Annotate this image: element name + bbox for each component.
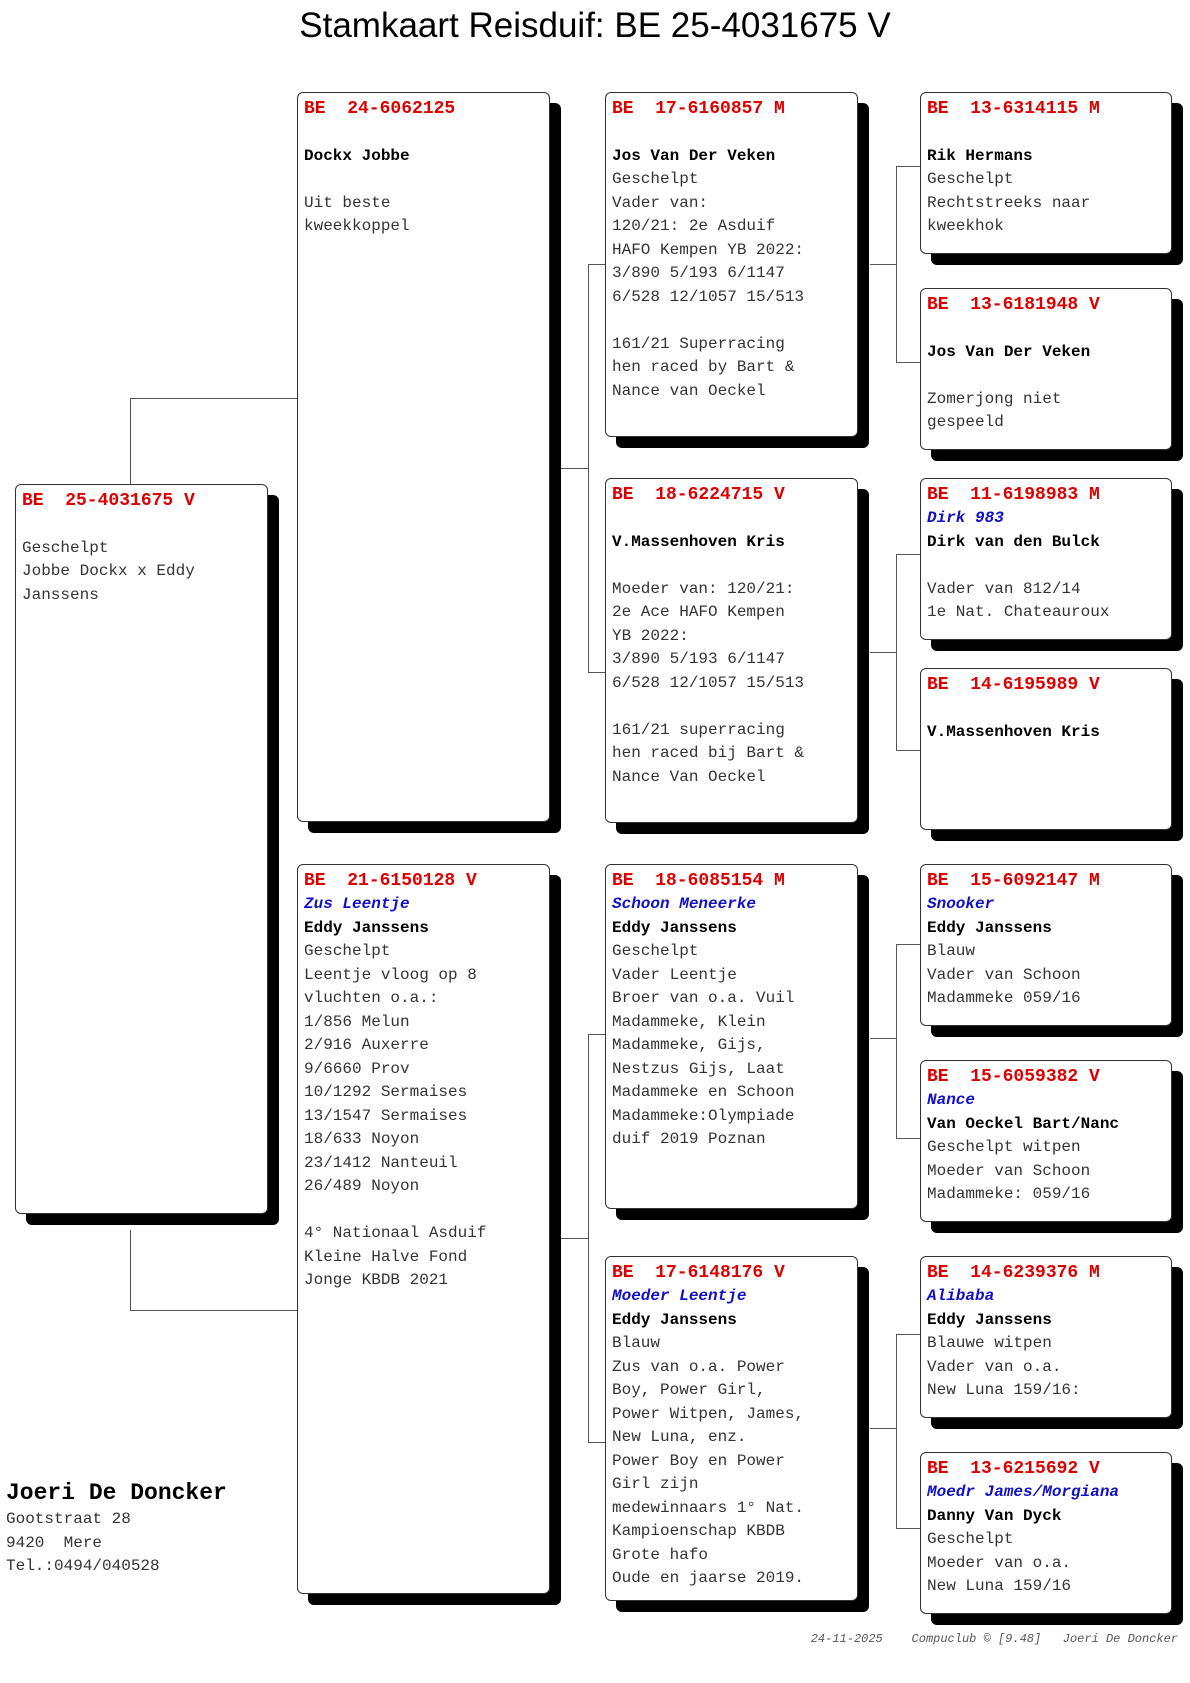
connector-line (896, 750, 920, 751)
ring-number: BE 17-6148176 V (612, 1263, 785, 1283)
pigeon-card-mmf (920, 1256, 1172, 1418)
connector-line (896, 1334, 897, 1528)
pigeon-card-mfm (920, 1060, 1172, 1222)
ring-number: BE 15-6092147 M (927, 871, 1100, 891)
owner-name: Eddy Janssens (612, 918, 737, 937)
ring-number: BE 25-4031675 V (22, 491, 195, 511)
pigeon-info: Geschelpt Moeder van o.a. New Luna 159/16 (927, 1530, 1072, 1595)
breeder-info (6, 1478, 227, 1579)
ring-number: BE 14-6195989 V (927, 675, 1100, 695)
owner-name: Eddy Janssens (927, 918, 1052, 937)
owner-name: Eddy Janssens (612, 1310, 737, 1329)
pigeon-info: Geschelpt Leentje vloog op 8 vluchten o.a.: 1/856 Melun 2/916 Auxerre 9/6660 Prov 10/1292 Sermaises 13/1547 Sermaises 18/633 Noyon 23/1412 Nanteuil 26/489 Noyon 4° Nationaal Asduif Kleine Halve Fond Jonge KBDB 2021 (304, 942, 487, 1289)
pigeon-card-ff (605, 92, 858, 437)
pigeon-nickname: Schoon Meneerke (612, 895, 757, 913)
pigeon-info: Blauw Vader van Schoon Madammeke 059/16 (927, 942, 1081, 1007)
connector-line (870, 1428, 896, 1429)
pigeon-card-father (297, 92, 550, 822)
connector-line (896, 166, 920, 167)
connector-line (896, 944, 920, 945)
ring-number: BE 13-6215692 V (927, 1459, 1100, 1479)
connector-line (870, 264, 896, 265)
connector-line (588, 1034, 589, 1442)
breeder-street: Gootstraat 28 (6, 1510, 131, 1528)
owner-name: Eddy Janssens (304, 918, 429, 937)
connector-line (896, 1334, 920, 1335)
connector-line (560, 1238, 588, 1239)
connector-line (896, 1138, 920, 1139)
connector-line (896, 362, 920, 363)
connector-line (588, 672, 605, 673)
pigeon-card-mother (297, 864, 550, 1594)
owner-name: Jos Van Der Veken (612, 146, 776, 165)
breeder-city: 9420 Mere (6, 1533, 103, 1552)
owner-name: Eddy Janssens (927, 1310, 1052, 1329)
ring-number: BE 24-6062125 (304, 99, 456, 119)
pigeon-card-ffm (920, 288, 1172, 450)
pigeon-card-fmf (920, 478, 1172, 640)
connector-line (130, 398, 131, 488)
pigeon-info: Uit beste kweekkoppel (304, 193, 410, 235)
connector-line (588, 264, 589, 672)
owner-name: Jos Van Der Veken (927, 342, 1091, 361)
breeder-name: Joeri De Doncker (6, 1480, 227, 1506)
footer-text: 24-11-2025 Compuclub © [9.48] Joeri De Doncker (810, 1632, 1178, 1646)
owner-name: Dockx Jobbe (304, 146, 410, 165)
pigeon-info: Geschelpt Rechtstreeks naar kweekhok (927, 170, 1091, 235)
pigeon-info: Moeder van: 120/21: 2e Ace HAFO Kempen YB 2022: 3/890 5/193 6/1147 6/528 12/1057 15/513 161/21 superracing hen raced bij Bart & Nance Van Oeckel (612, 579, 805, 786)
page-title: Stamkaart Reisduif: BE 25-4031675 V (299, 6, 891, 45)
connector-line (896, 1528, 920, 1529)
pigeon-card-subject (15, 484, 268, 1214)
owner-name: Dirk van den Bulck (927, 532, 1100, 551)
connector-line (588, 1034, 605, 1035)
connector-line (896, 554, 897, 750)
ring-number: BE 11-6198983 M (927, 485, 1100, 505)
pigeon-card-mm (605, 1256, 858, 1601)
connector-line (896, 166, 897, 362)
pigeon-card-fff (920, 92, 1172, 254)
pigeon-nickname: Moeder Leentje (612, 1287, 747, 1305)
connector-line (130, 1310, 297, 1311)
ring-number: BE 17-6160857 M (612, 99, 785, 119)
pigeon-nickname: Snooker (927, 895, 995, 913)
owner-name: V.Massenhoven Kris (927, 722, 1100, 741)
pigeon-card-mff (920, 864, 1172, 1026)
ring-number: BE 14-6239376 M (927, 1263, 1100, 1283)
connector-line (870, 1038, 896, 1039)
owner-name: V.Massenhoven Kris (612, 532, 785, 551)
connector-line (896, 944, 897, 1138)
ring-number: BE 13-6314115 M (927, 99, 1100, 119)
breeder-phone: Tel.:0494/040528 (6, 1557, 160, 1575)
connector-line (130, 398, 297, 399)
pigeon-info: Vader van 812/14 1e Nat. Chateauroux (927, 579, 1110, 621)
ring-number: BE 18-6224715 V (612, 485, 785, 505)
ring-number: BE 13-6181948 V (927, 295, 1100, 315)
pigeon-card-mf (605, 864, 858, 1209)
owner-name: Danny Van Dyck (927, 1506, 1062, 1525)
connector-line (870, 652, 896, 653)
ring-number: BE 18-6085154 M (612, 871, 785, 891)
pigeon-nickname: Zus Leentje (304, 895, 410, 913)
pigeon-info: Geschelpt Vader van: 120/21: 2e Asduif HAFO Kempen YB 2022: 3/890 5/193 6/1147 6/528 12/1057 15/513 161/21 Superracing hen raced by Bart & Nance van Oeckel (612, 170, 805, 400)
pigeon-nickname: Moedr James/Morgiana (927, 1483, 1120, 1501)
pigeon-info: Geschelpt witpen Moeder van Schoon Madammeke: 059/16 (927, 1138, 1091, 1203)
connector-line (560, 468, 588, 469)
owner-name: Van Oeckel Bart/Nanc (927, 1114, 1120, 1133)
pigeon-card-mmm (920, 1452, 1172, 1614)
pigeon-card-fm (605, 478, 858, 823)
pigeon-nickname: Alibaba (927, 1287, 995, 1305)
pigeon-nickname: Nance (927, 1091, 976, 1109)
pigeon-info: Blauwe witpen Vader van o.a. New Luna 159/16: (927, 1334, 1081, 1399)
pigeon-info: Geschelpt Vader Leentje Broer van o.a. Vuil Madammeke, Klein Madammeke, Gijs, Nestzus Gijs, Laat Madammeke en Schoon Madammeke:Olympiade duif 2019 Poznan (612, 942, 795, 1148)
pigeon-info: Blauw Zus van o.a. Power Boy, Power Girl, Power Witpen, James, New Luna, enz. Power Boy en Power Girl zijn medewinnaars 1° Nat. Kampioenschap KBDB Grote hafo Oude en jaarse 2019. (612, 1334, 805, 1587)
ring-number: BE 21-6150128 V (304, 871, 477, 891)
pigeon-card-fmm (920, 668, 1172, 830)
owner-name: Rik Hermans (927, 146, 1033, 165)
ring-number: BE 15-6059382 V (927, 1067, 1100, 1087)
pigeon-info: Geschelpt Jobbe Dockx x Eddy Janssens (22, 538, 195, 604)
connector-line (588, 1442, 605, 1443)
connector-line (588, 264, 605, 265)
pigeon-nickname: Dirk 983 (927, 509, 1004, 527)
pigeon-info: Zomerjong niet gespeeld (927, 389, 1062, 431)
connector-line (896, 554, 920, 555)
connector-line (130, 1230, 131, 1310)
